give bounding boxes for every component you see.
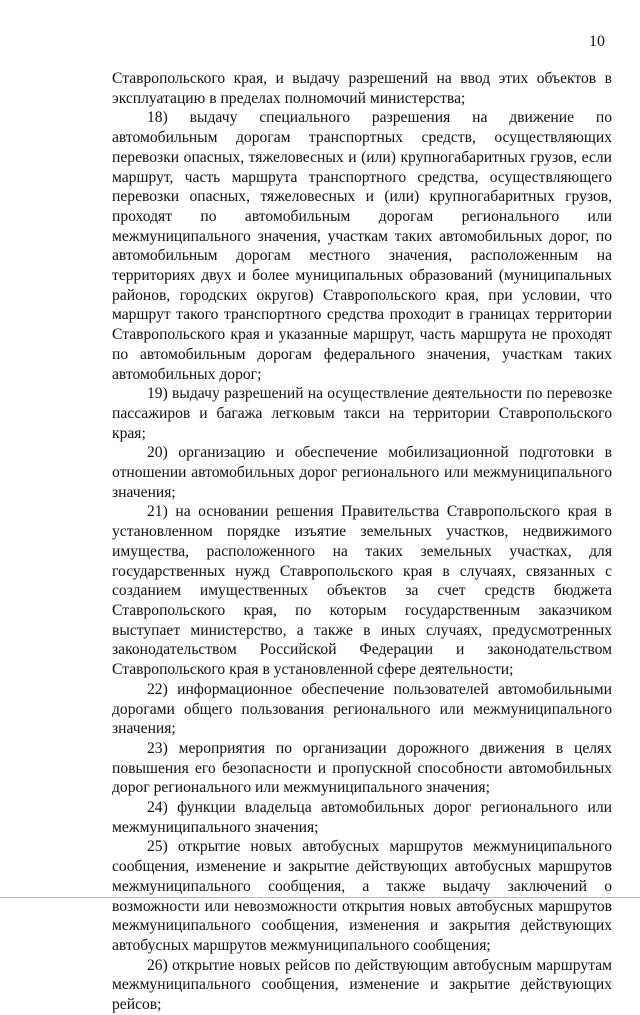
paragraph-continuation: Ставропольского края, и выдачу разрешений на ввод этих объектов в эксплуатацию в пределах полномочий министерства;	[112, 70, 612, 107]
scan-bottom-edge	[0, 897, 640, 898]
paragraph-item-23: 23) мероприятия по организации дорожного движения в целях повышения его безопасности и пропускной способности автомобильных дорог регионального или межмуниципального значения;	[112, 739, 612, 797]
paragraph-item-25: 25) открытие новых автобусных маршрутов межмуниципального сообщения, изменение и закрытие действующих автобусных маршрутов межмуниципального сообщения, а также выдачу заключений о возможности или невозможности открытия новых автобусных маршрутов межмуниципального сообщения, изменения и закрытия действующих автобусных маршрутов межмуниципального сообщения;	[112, 838, 612, 954]
paragraph-item-18: 18) выдачу специального разрешения на движение по автомобильным дорогам транспортных средств, осуществляющих перевозки опасных, тяжеловесных и (или) крупногабаритных грузов, если маршрут, часть маршрута транспортного средства, осуществляющего перевозки опасных, тяжеловесных и (или) крупногабаритных грузов, проходят по автомобильным дорогам регионального или межмуниципального значения, участкам таких автомобильных дорог, по автомобильным дорогам местного значения, расположенным на территориях двух и более муниципальных образований (муниципальных районов, городских округов) Ставропольского края, при условии, что маршрут такого транспортного средства проходит в границах территории Ставропольского края и указанные маршрут, часть маршрута не проходят по автомобильным дорогам федерального значения, участкам таких автомобильных дорог;	[112, 109, 612, 383]
document-body	[112, 69, 612, 1015]
paragraph-item-24: 24) функции владельца автомобильных дорог регионального или межмуниципального значения;	[112, 799, 612, 836]
paragraph-item-21: 21) на основании решения Правительства Ставропольского края в установленном порядке изъятие земельных участков, недвижимого имущества, расположенного на таких земельных участках, для государственных нужд Ставропольского края в случаях, связанных с созданием имущественных объектов за счет средств бюджета Ставропольского края, по которым государственным заказчиком выступает министерство, а также в иных случаях, предусмотренных законодательством Российской Федерации и законодательством Ставропольского края в установленной сфере деятельности;	[112, 503, 612, 679]
paragraph-item-22: 22) информационное обеспечение пользователей автомобильными дорогами общего пользования регионального или межмуниципального значения;	[112, 680, 612, 738]
paragraph-item-20: 20) организацию и обеспечение мобилизационной подготовки в отношении автомобильных дорог регионального или межмуниципального значения;	[112, 444, 612, 501]
paragraph-item-26: 26) открытие новых рейсов по действующим автобусным маршрутам межмуниципального сообщения, изменение и закрытие действующих рейсов;	[112, 956, 612, 1014]
page-number: 10	[589, 33, 605, 50]
paragraph-item-19: 19) выдачу разрешений на осуществление деятельности по перевозке пассажиров и багажа легковым такси на территории Ставропольского края;	[112, 385, 612, 442]
